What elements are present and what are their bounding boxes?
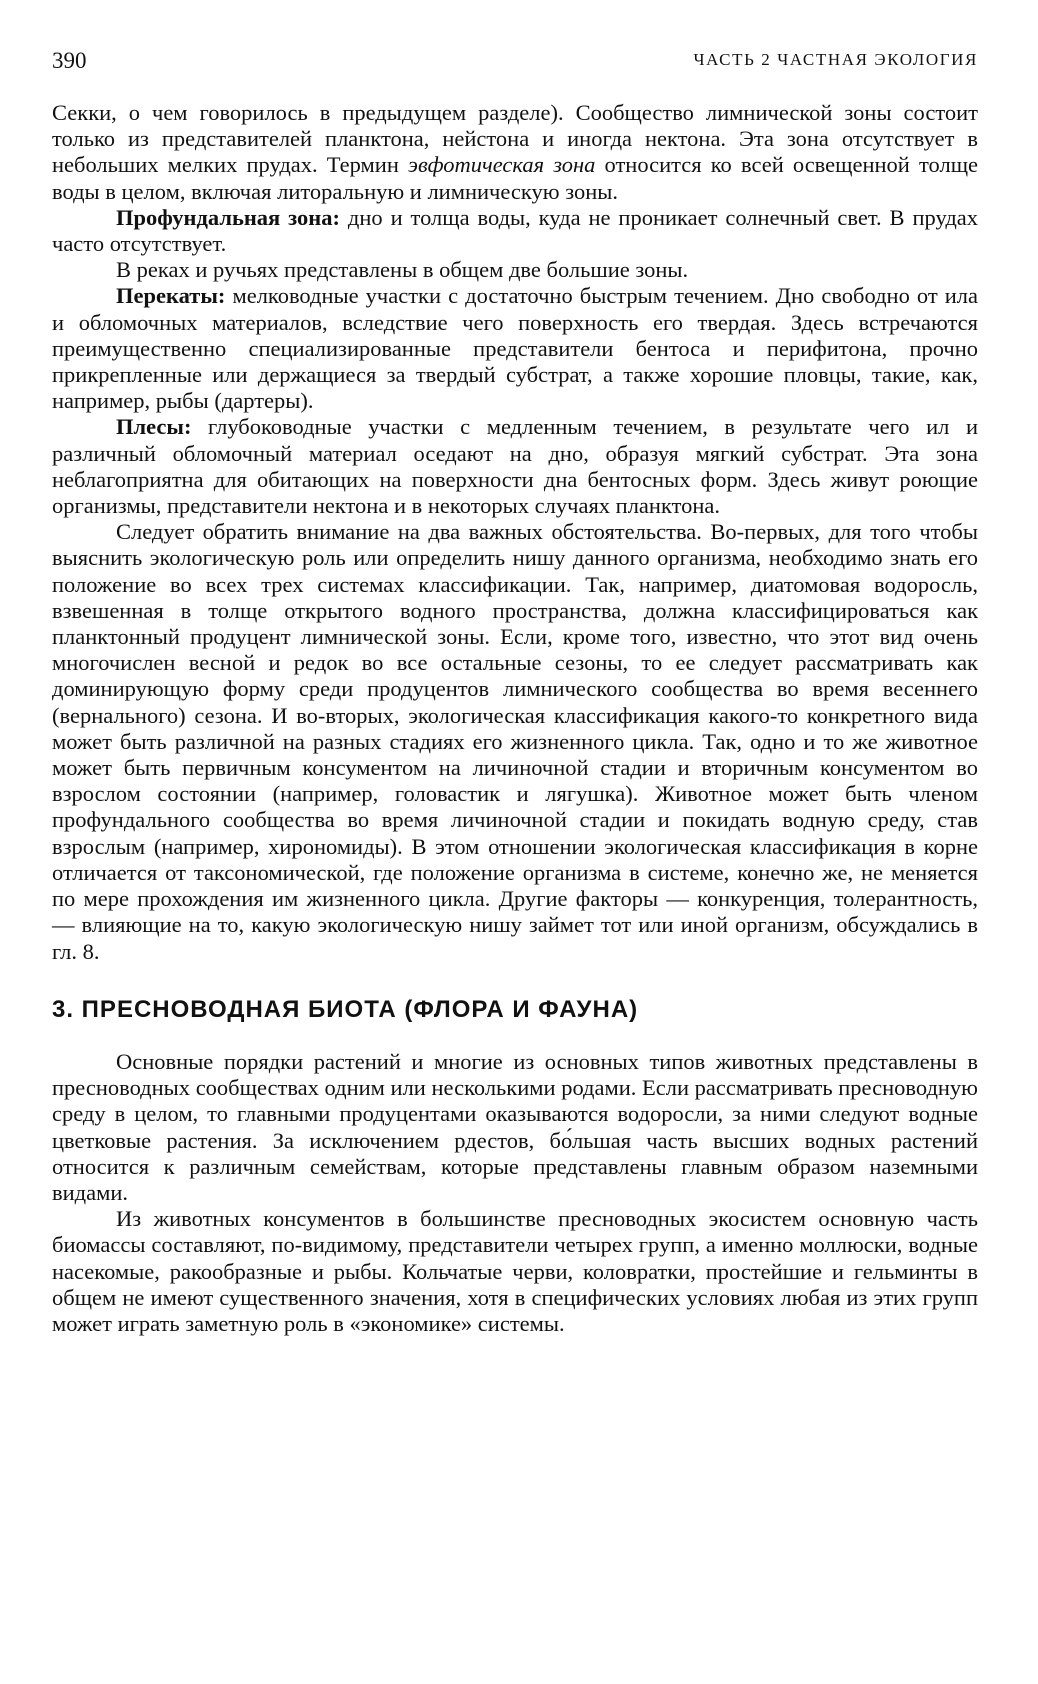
paragraph-two-circumstances xyxy=(52,519,978,964)
paragraph-text: мелководные участки с достаточно быстрым течением. Дно свободно от ила и обломочных материалов, вследствие чего поверхность его твердая. Здесь встречаются преимущественно специализированные представители бентоса и перифитона, прочно прикрепленные или держащиеся за твердый субстрат, а также хорошие пловцы, такие, как, например, рыбы (дартеры). xyxy=(52,283,978,414)
term-rapids: Перекаты: xyxy=(116,283,226,309)
page-number: 390 xyxy=(52,48,87,73)
paragraph-rapids xyxy=(52,283,978,414)
term-euphotic-zone: эвфотическая зона xyxy=(408,152,596,178)
term-profundal-zone: Профундальная зона: xyxy=(116,204,341,230)
section-heading: 3. ПРЕСНОВОДНАЯ БИОТА (ФЛОРА И ФАУНА) xyxy=(52,995,639,1023)
paragraph-text: Секки, о чем говорилось в предыдущем разделе). Сообщество лимнической зоны состоит только из представителей планктона, нейстона и иногда нектона. Эта зона отсутствует в небольших мелких прудах. Термин xyxy=(52,100,978,178)
paragraph-text: Основные порядки растений и многие из основных типов животных представлены в пресноводных сообществах одним или несколькими родами. Если рассматривать пресноводную среду в целом, то главными продуцентами оказываются водоросли, за ними следуют водные цветковые растения. За исключением рдестов, бо́льшая часть высших водных растений относится к различным семействам, которые представлены главным образом наземными видами. xyxy=(52,1048,978,1205)
paragraph-pools xyxy=(52,414,978,519)
paragraph-plants xyxy=(52,1049,978,1206)
term-pools: Плесы: xyxy=(116,414,192,440)
paragraph-text: глубоководные участки с медленным течением, в результате чего ил и различный обломочный материал оседают на дно, образуя мягкий субстрат. Эта зона неблагоприятна для обитающих на поверхности дна бентосных форм. Здесь живут роющие организмы, представители нектона и в некоторых случаях планктона. xyxy=(52,414,978,519)
running-title: ЧАСТЬ 2 ЧАСТНАЯ ЭКОЛОГИЯ xyxy=(693,50,978,69)
paragraph-text: дно и толща воды, куда не проникает солнечный свет. В прудах часто отсутствует. xyxy=(52,204,978,257)
paragraph-text: Из животных консументов в большинстве пресноводных экосистем основную часть биомассы составляют, по-видимому, представители четырех групп, а именно моллюски, водные насекомые, ракообразные и рыбы. Кольчатые черви, коловратки, простейшие и гельминты в общем не имеют существенного значения, хотя в специфических условиях любая из этих групп может играть заметную роль в «экономике» системы. xyxy=(52,1206,978,1336)
page-body xyxy=(52,100,978,1337)
page-header xyxy=(52,48,978,78)
paragraph-text: относится ко всей освещенной толще воды в целом, включая литоральную и лимническую зоны. xyxy=(52,152,979,204)
paragraph-text: В реках и ручьях представлены в общем две большие зоны. xyxy=(116,257,689,283)
paragraph-limnetic-zone xyxy=(52,100,978,205)
paragraph-rivers-intro xyxy=(52,257,978,283)
paragraph-text: Следует обратить внимание на два важных обстоятельства. Во-первых, для того чтобы выяснить экологическую роль или определить нишу данного организма, необходимо знать его положение во всех трех системах классификации. Так, например, диатомовая водоросль, взвешенная в толще открытого водного пространства, должна классифицироваться как планктонный продуцент лимнической зоны. Если, кроме того, известно, что этот вид очень многочислен весной и редок во все остальные сезоны, то ее следует рассматривать как доминирующую форму среди продуцентов лимнического сообщества во время весеннего (вернального) сезона. И во-вторых, экологическая классификация какого-то конкретного вида может быть различной на разных стадиях его жизненного цикла. Так, одно и то же животное может быть первичным консументом на личиночной стадии и вторичным консументом во взрослом состоянии (например, головастик и лягушка). Животное может быть членом профундального сообщества во время личиночной стадии и покидать водную среду, став взрослым (например, хирономиды). В этом отношении экологическая классификация в корне отличается от таксономической, где положение организма в системе, конечно же, не меняется по мере прохождения им жизненного цикла. Другие факторы — конкуренция, толерантность, — влияющие на то, какую экологическую нишу займет тот или иной организм, обсуждались в гл. 8. xyxy=(52,519,978,964)
paragraph-animals xyxy=(52,1206,978,1337)
paragraph-profundal-zone xyxy=(52,205,978,257)
